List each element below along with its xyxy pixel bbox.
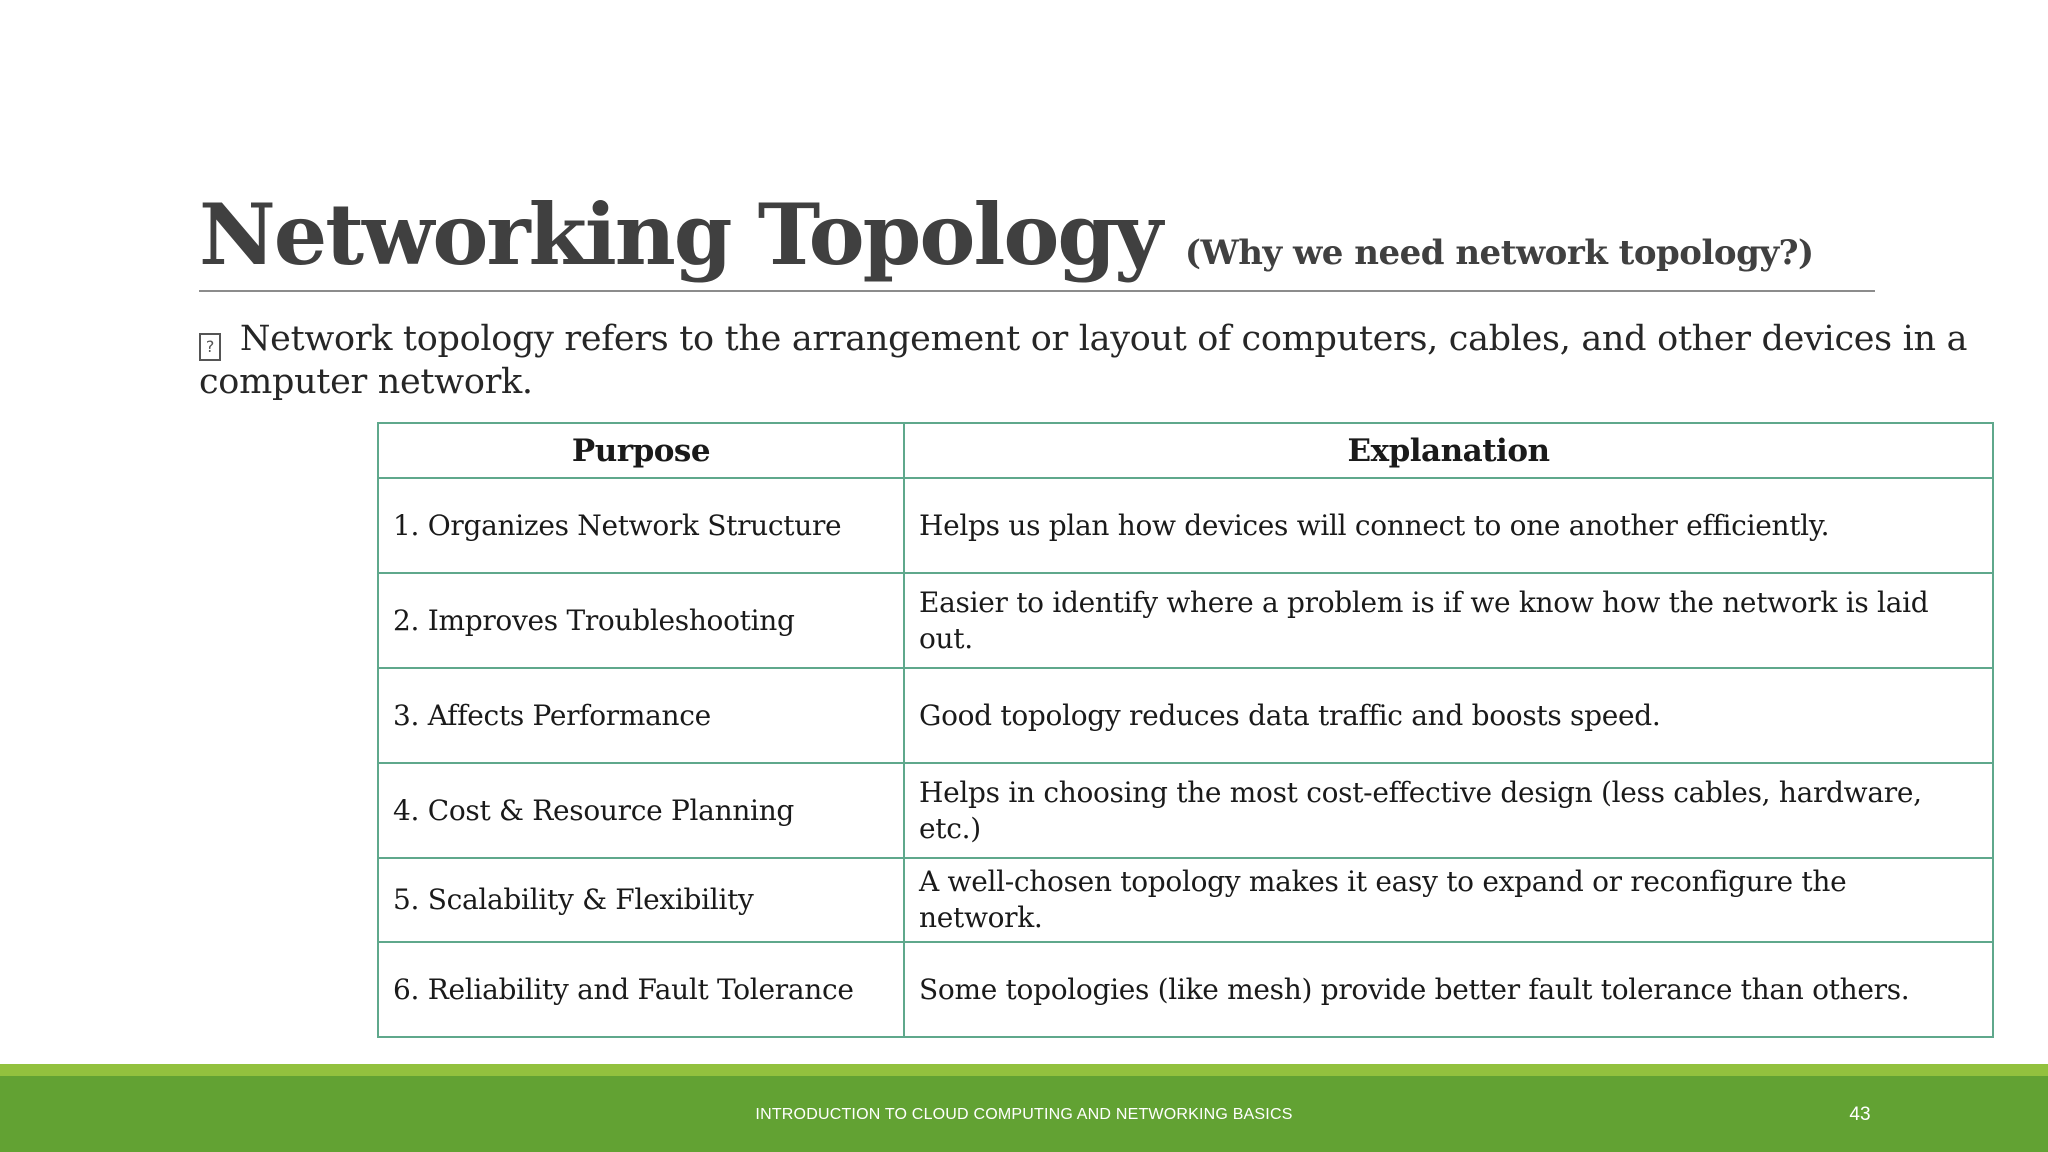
purpose-cell: 5. Scalability & Flexibility (378, 858, 904, 942)
table-row (378, 858, 1993, 942)
missing-glyph-box-icon: ? (199, 333, 221, 361)
intro-paragraph (199, 318, 1979, 404)
explanation-cell: Some topologies (like mesh) provide better fault tolerance than others. (904, 942, 1993, 1037)
header-explanation: Explanation (904, 423, 1993, 478)
purpose-table (377, 422, 1994, 1038)
title-divider (199, 290, 1875, 292)
purpose-cell: 3. Affects Performance (378, 668, 904, 763)
explanation-cell: A well-chosen topology makes it easy to expand or reconfigure the network. (904, 858, 1993, 942)
table-row (378, 478, 1993, 573)
purpose-cell: 6. Reliability and Fault Tolerance (378, 942, 904, 1037)
intro-text: Network topology refers to the arrangement or layout of computers, cables, and other devices in a computer network. (199, 319, 1968, 402)
table-header-row (378, 423, 1993, 478)
purpose-cell: 2. Improves Troubleshooting (378, 573, 904, 668)
table-row (378, 942, 1993, 1037)
header-purpose: Purpose (378, 423, 904, 478)
table-row (378, 668, 1993, 763)
purpose-cell: 1. Organizes Network Structure (378, 478, 904, 573)
explanation-cell: Easier to identify where a problem is if we know how the network is laid out. (904, 573, 1993, 668)
explanation-cell: Helps in choosing the most cost-effective design (less cables, hardware, etc.) (904, 763, 1993, 858)
page-number: 43 (1849, 1104, 1871, 1125)
footer-course-title: INTRODUCTION TO CLOUD COMPUTING AND NETWORKING BASICS (755, 1106, 1293, 1123)
slide-title-row (199, 180, 1875, 290)
table-row (378, 573, 1993, 668)
purpose-cell: 4. Cost & Resource Planning (378, 763, 904, 858)
table-row (378, 763, 1993, 858)
slide-title: Networking Topology (199, 185, 1161, 284)
explanation-cell: Helps us plan how devices will connect to one another efficiently. (904, 478, 1993, 573)
footer-accent-stripe (0, 1064, 2048, 1076)
explanation-cell: Good topology reduces data traffic and boosts speed. (904, 668, 1993, 763)
slide-subtitle: (Why we need network topology?) (1184, 233, 1814, 273)
